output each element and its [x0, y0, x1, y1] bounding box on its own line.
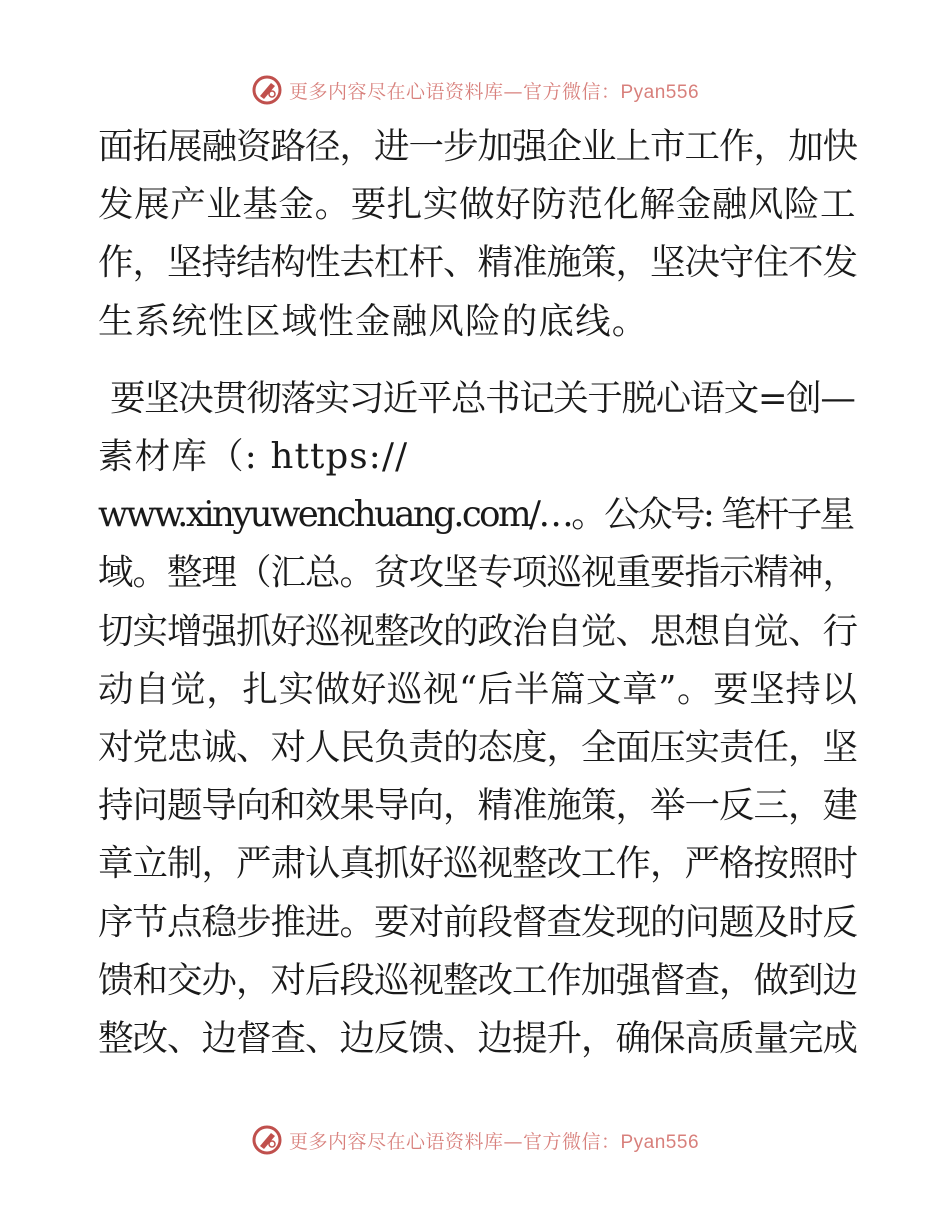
text-line: 对党忠诚、对人民负责的态度，全面压实责任，坚 [98, 727, 858, 769]
text-line: 要坚决贯彻落实习近平总书记关于脱心语文=创— [110, 377, 855, 419]
watermark-label: 更多内容尽在心语资料库—官方微信： [288, 1130, 621, 1153]
text-line: 动自觉，扎实做好巡视“后半篇文章”。要坚持以 [98, 668, 858, 710]
text-line: 面拓展融资路径，进一步加强企业上市工作，加快 [98, 126, 858, 167]
text-line: 切实增强抓好巡视整改的政治自觉、思想自觉、行 [98, 610, 858, 652]
logo-icon [251, 74, 283, 106]
watermark-text [289, 77, 699, 104]
logo-icon [251, 1124, 283, 1156]
footer-watermark [0, 1120, 950, 1160]
text-line: 生系统性区域性金融风险的底线。 [98, 300, 649, 342]
text-line: www.xinyuwenchuang.com/…。公众号: 笔杆子星 [98, 494, 853, 536]
text-line: 章立制，严肃认真抓好巡视整改工作，严格按照时 [98, 843, 858, 885]
watermark-text [289, 1127, 699, 1154]
text-line: 发展产业基金。要扎实做好防范化解金融风险工 [98, 184, 857, 226]
header-watermark [0, 70, 950, 110]
paragraph-1 [98, 118, 858, 351]
document-body [98, 118, 858, 1068]
watermark-wechat-id: Pyan556 [620, 81, 700, 103]
text-line: 馈和交办，对后段巡视整改工作加强督查，做到边 [98, 959, 858, 1001]
text-line: 持问题导向和效果导向，精准施策，举一反三，建 [98, 785, 858, 827]
text-line: 素材库（: https:// [98, 436, 409, 478]
text-line: 域。整理（汇总。贫攻坚专项巡视重要指示精神， [98, 552, 858, 594]
watermark-wechat-id: Pyan556 [620, 1131, 700, 1153]
text-line: 作，坚持结构性去杠杆、精准施策，坚决守住不发 [98, 242, 858, 284]
text-line: 整改、边督查、边反馈、边提升，确保高质量完成 [98, 1018, 858, 1060]
text-line: 序节点稳步推进。要对前段督查发现的问题及时反 [98, 901, 858, 943]
paragraph-2 [98, 370, 858, 1068]
watermark-label: 更多内容尽在心语资料库—官方微信： [288, 80, 621, 103]
